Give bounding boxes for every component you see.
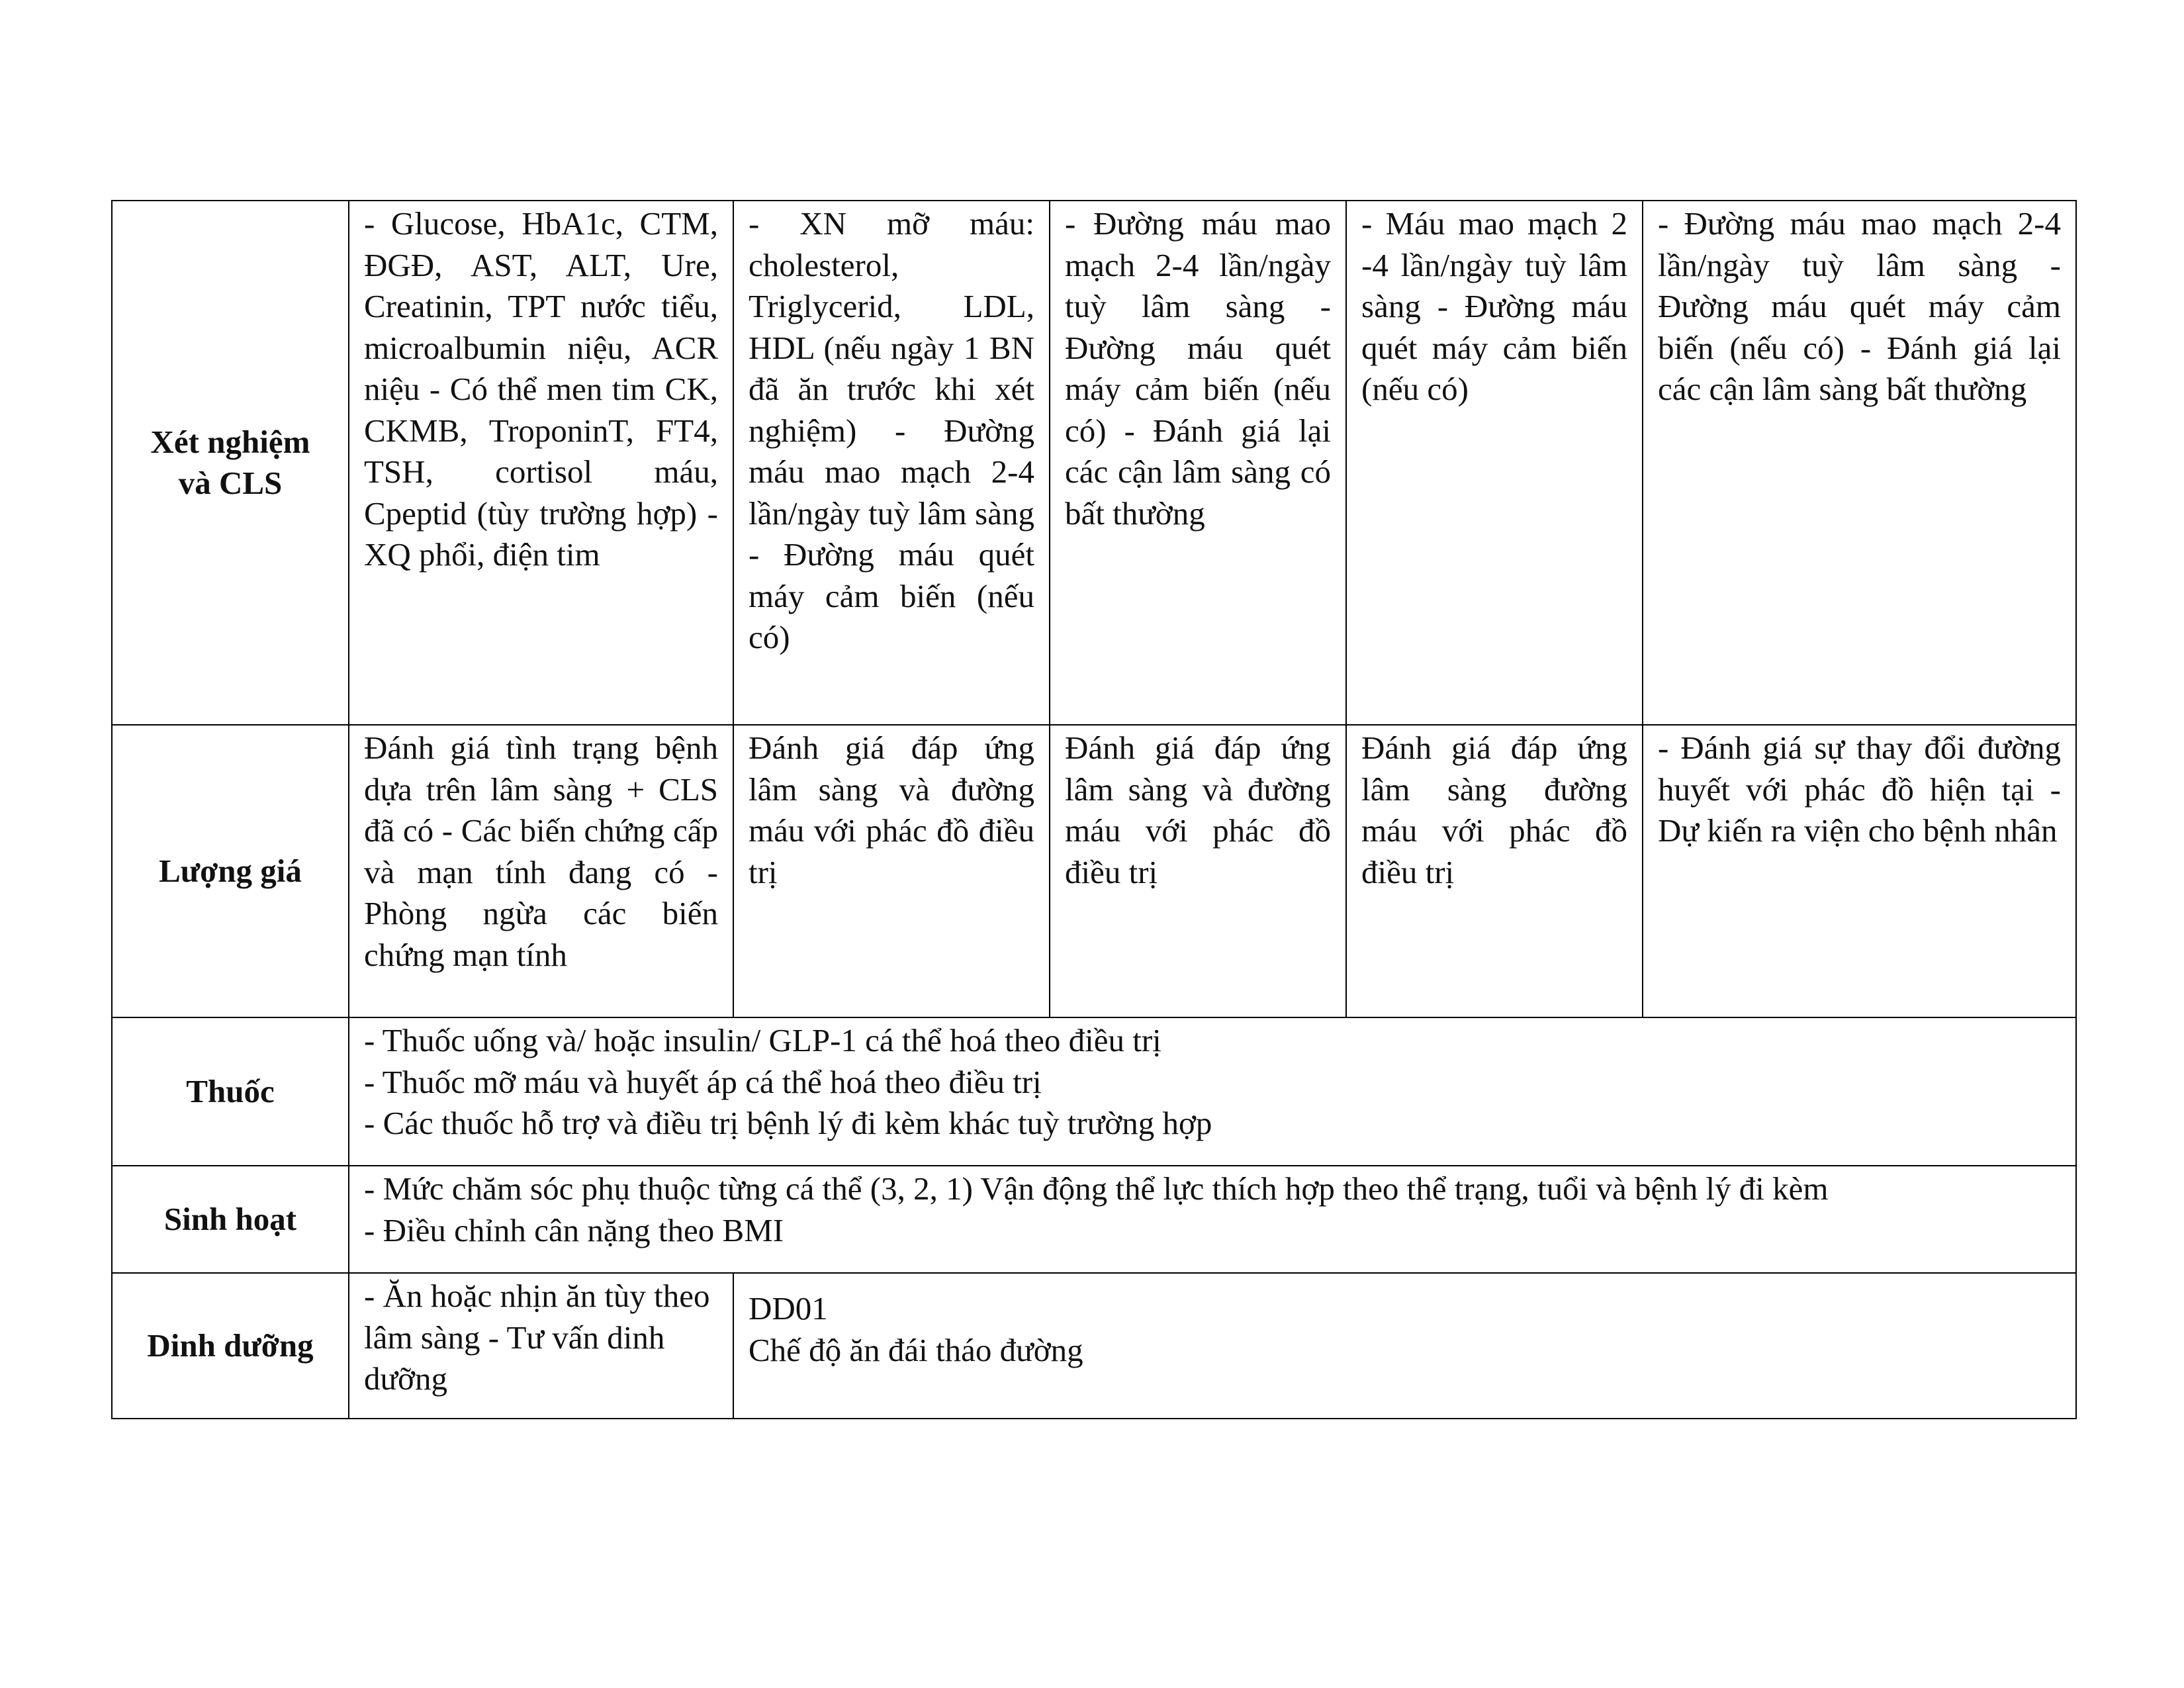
row-dinh-duong [112,1273,2076,1419]
row-label-sinh-hoat: Sinh hoạt [112,1166,349,1273]
row-label-luong-gia: Lượng giá [112,725,349,1017]
dinh-duong-day-1: - Ăn hoặc nhịn ăn tùy theo lâm sàng - Tư vấn dinh dưỡng [349,1273,733,1419]
xet-nghiem-day-5: - Đường máu mao mạch 2-4 lần/ngày tuỳ lâm sàng - Đường máu quét máy cảm biến (nếu có) - Đánh giá lại các cận lâm sàng bất thường [1643,201,2076,725]
care-plan-table [111,200,2077,1419]
sinh-hoat-content [349,1166,2076,1273]
luong-gia-day-2: Đánh giá đáp ứng lâm sàng và đường máu với phác đồ điều trị [733,725,1050,1017]
luong-gia-day-3: Đánh giá đáp ứng lâm sàng và đường máu với phác đồ điều trị [1050,725,1346,1017]
thuoc-line: - Các thuốc hỗ trợ và điều trị bệnh lý đi kèm khác tuỳ trường hợp [364,1105,1212,1141]
row-label-line: Xét nghiệm [150,423,310,460]
thuoc-line: - Thuốc mỡ máu và huyết áp cá thể hoá theo điều trị [364,1063,1042,1100]
luong-gia-day-4: Đánh giá đáp ứng lâm sàng đường máu với phác đồ điều trị [1346,725,1643,1017]
sinh-hoat-line: - Mức chăm sóc phụ thuộc từng cá thể (3, 2, 1) Vận động thể lực thích hợp theo thể trạng, tuổi và bệnh lý đi kèm [364,1170,1829,1207]
xet-nghiem-day-2: - XN mỡ máu: cholesterol, Triglycerid, LDL, HDL (nếu ngày 1 BN đã ăn trước khi xét nghiệm) - Đường máu mao mạch 2-4 lần/ngày tuỳ lâm sàng - Đường máu quét máy cảm biến (nếu có) [733,201,1050,725]
xet-nghiem-day-4: - Máu mao mạch 2 -4 lần/ngày tuỳ lâm sàng - Đường máu quét máy cảm biến (nếu có) [1346,201,1643,725]
row-sinh-hoat [112,1166,2076,1273]
row-label-thuoc: Thuốc [112,1017,349,1166]
row-luong-gia [112,725,2076,1017]
row-xet-nghiem [112,201,2076,725]
row-label-xet-nghiem [112,201,349,725]
sinh-hoat-line: - Điều chỉnh cân nặng theo BMI [364,1211,784,1248]
row-label-line: và CLS [178,465,283,501]
thuoc-content [349,1017,2076,1166]
diet-name: Chế độ ăn đái tháo đường [749,1331,1083,1368]
xet-nghiem-day-3: - Đường máu mao mạch 2-4 lần/ngày tuỳ lâm sàng - Đường máu quét máy cảm biến (nếu có) - Đánh giá lại các cận lâm sàng có bất thường [1050,201,1346,725]
luong-gia-day-1: Đánh giá tình trạng bệnh dựa trên lâm sàng + CLS đã có - Các biến chứng cấp và mạn tính đang có - Phòng ngừa các biến chứng mạn tính [349,725,733,1017]
luong-gia-day-5: - Đánh giá sự thay đổi đường huyết với phác đồ hiện tại - Dự kiến ra viện cho bệnh nhân [1643,725,2076,1017]
dinh-duong-diet [733,1273,2076,1419]
thuoc-line: - Thuốc uống và/ hoặc insulin/ GLP-1 cá thể hoá theo điều trị [364,1022,1161,1058]
xet-nghiem-day-1: - Glucose, HbA1c, CTM, ĐGĐ, AST, ALT, Ure, Creatinin, TPT nước tiểu, microalbumin niệu, ACR niệu - Có thể men tim CK, CKMB, TroponinT, FT4, TSH, cortisol máu, Cpeptid (tùy trường hợp) - XQ phổi, điện tim [349,201,733,725]
row-label-dinh-duong: Dinh dưỡng [112,1273,349,1419]
diet-code: DD01 [749,1290,828,1327]
row-thuoc [112,1017,2076,1166]
